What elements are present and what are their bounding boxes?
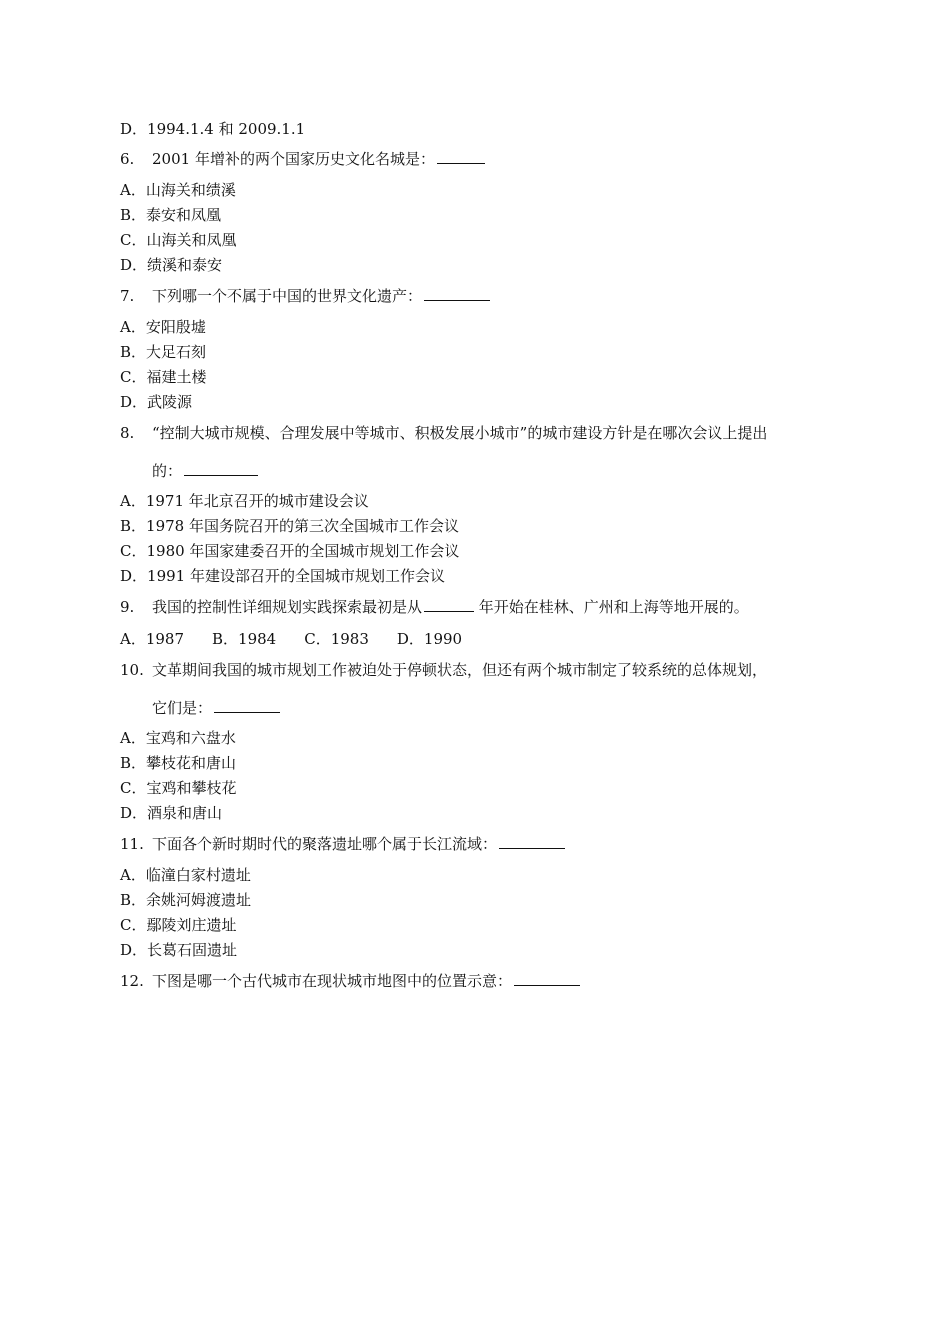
answer-blank [214,698,280,713]
option-d-q8: D．1991 年建设部召开的全国城市规划工作会议 [120,567,445,585]
option-d-q5: D．1994.1.4 和 2009.1.1 [120,120,306,138]
question-10-continued [152,698,280,718]
question-number: 6. [120,150,135,168]
option-c-q10: C．宝鸡和攀枝花 [120,779,237,797]
option-c-q9: C．1983 [304,630,369,648]
question-12 [120,971,580,991]
question-6 [120,149,485,169]
option-c-q7: C．福建土楼 [120,368,207,386]
answer-blank [499,834,565,849]
option-a-q11: A．临潼白家村遗址 [120,866,251,884]
option-c-q8: C．1980 年国家建委召开的全国城市规划工作会议 [120,542,460,560]
question-number: 7. [120,287,135,305]
answer-blank [514,971,580,986]
option-a-q6: A．山海关和绩溪 [120,181,236,199]
answer-blank [184,461,258,476]
option-b-q9: B．1984 [212,630,277,648]
option-a-q10: A．宝鸡和六盘水 [120,729,236,747]
option-b-q11: B．余姚河姆渡遗址 [120,891,252,909]
question-9 [120,597,749,617]
option-a-q8: A．1971 年北京召开的城市建设会议 [120,492,369,510]
question-text: “控制大城市规模、合理发展中等城市、积极发展小城市”的城市建设方针是在哪次会议上提出 [152,424,768,442]
question-text: 下图是哪一个古代城市在现状城市地图中的位置示意： [152,972,513,990]
option-d-q11: D．长葛石固遗址 [120,941,238,959]
question-text: 2001 年增补的两个国家历史文化名城是： [152,150,435,168]
answer-blank [437,149,485,164]
option-c-q6: C．山海关和凤凰 [120,231,237,249]
option-c-q11: C．鄢陵刘庄遗址 [120,916,237,934]
question-10 [120,660,767,680]
option-d-q10: D．酒泉和唐山 [120,804,223,822]
question-text: 文革期间我国的城市规划工作被迫处于停顿状态，但还有两个城市制定了较系统的总体规划， [152,661,768,679]
option-d-q7: D．武陵源 [120,393,193,411]
option-b-q10: B．攀枝花和唐山 [120,754,237,772]
option-a-q7: A．安阳殷墟 [120,318,206,336]
option-b-q6: B．泰安和凤凰 [120,206,222,224]
question-text-end: 年开始在桂林、广州和上海等地开展的。 [474,598,749,616]
option-d-q9: D．1990 [396,630,463,648]
question-11 [120,834,565,854]
question-number: 10. [120,661,144,679]
question-7 [120,286,490,306]
question-number: 12. [120,972,144,990]
question-text-cont: 的： [152,462,183,480]
answer-blank [424,597,474,612]
question-text: 下面各个新时期时代的聚落遗址哪个属于长江流域： [152,835,498,853]
option-a-q9: A．1987 [120,630,185,648]
question-8-continued [152,461,258,481]
option-d-q6: D．绩溪和泰安 [120,256,223,274]
question-number: 8. [120,424,135,442]
question-number: 11. [120,835,144,853]
answer-blank [424,286,490,301]
question-text-cont: 它们是： [152,699,213,717]
question-text: 下列哪一个不属于中国的世界文化遗产： [152,287,423,305]
question-text: 我国的控制性详细规划实践探索最初是从 [152,598,423,616]
option-b-q8: B．1978 年国务院召开的第三次全国城市工作会议 [120,517,459,535]
question-number: 9. [120,598,135,616]
options-q9 [120,629,462,649]
question-8 [120,423,767,443]
option-b-q7: B．大足石刻 [120,343,207,361]
